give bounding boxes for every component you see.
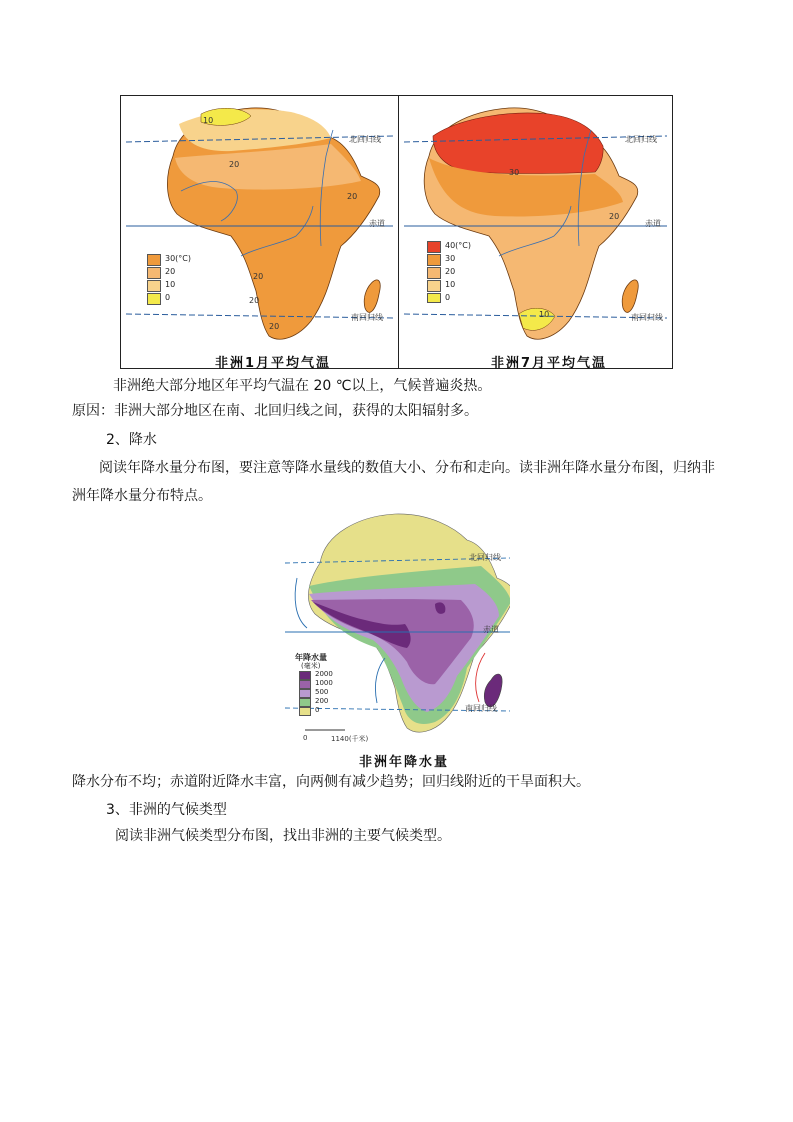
precipitation-map-title: 非洲年降水量 xyxy=(359,755,450,770)
july-map-title: 非洲7月平均气温 xyxy=(491,356,608,371)
paragraph-precipitation-summary: 降水分布不均；赤道附近降水丰富，向两侧有减少趋势；回归线附近的干旱面积大。 xyxy=(72,774,590,790)
tropic-south-label-jul: 南回归线 xyxy=(631,313,663,322)
equator-label-precip: 赤道 xyxy=(483,625,499,634)
isotherm-label: 20 xyxy=(249,296,260,305)
legend-label: 10 xyxy=(445,280,456,289)
ocean-current-arrow xyxy=(295,578,307,628)
paragraph-instructions-2: 洲年降水量分布特点。 xyxy=(72,488,212,504)
ocean-current-arrow xyxy=(476,653,485,702)
isotherm-label: 10 xyxy=(203,116,214,125)
legend-label: 20 xyxy=(445,267,456,276)
legend-label: 200 xyxy=(315,697,329,705)
precipitation-map-figure xyxy=(285,508,510,768)
legend-label: 0 xyxy=(315,706,320,714)
paragraph-instructions-1: 阅读年降水量分布图，要注意等降水量线的数值大小、分布和走向。读非洲年降水量分布图，归纳非 xyxy=(99,460,715,476)
legend-unit: (毫米) xyxy=(301,662,321,670)
january-temperature-map xyxy=(121,96,398,371)
scale-end-label: 1140(千米) xyxy=(331,735,369,743)
legend-label: 2000 xyxy=(315,670,333,678)
legend-swatch xyxy=(427,293,441,303)
precipitation-legend xyxy=(295,652,355,716)
isotherm-label: 30 xyxy=(509,168,520,177)
legend-swatch xyxy=(427,241,441,253)
january-map-title: 非洲1月平均气温 xyxy=(215,356,332,371)
legend-swatch xyxy=(147,293,161,305)
legend-swatch xyxy=(147,267,161,279)
madagascar-precip xyxy=(484,674,502,707)
tropic-south-label-jan: 南回归线 xyxy=(351,313,383,322)
legend-swatch xyxy=(147,254,161,266)
tropic-north-label-precip: 北回归线 xyxy=(469,553,501,562)
tropic-north-label-jan: 北回归线 xyxy=(349,135,381,144)
legend-title: 年降水量 xyxy=(295,653,327,662)
legend-swatch xyxy=(427,254,441,266)
heading-climate-types: 3、非洲的气候类型 xyxy=(106,802,227,818)
legend-swatch xyxy=(427,280,441,292)
legend-swatch xyxy=(427,267,441,279)
july-legend xyxy=(427,241,497,304)
isotherm-label: 20 xyxy=(347,192,358,201)
legend-label: 30 xyxy=(445,254,456,263)
legend-label: 30(°C) xyxy=(165,254,192,263)
ocean-current-arrow xyxy=(375,658,385,703)
january-legend xyxy=(147,254,217,304)
paragraph-climate-instructions: 阅读非洲气候类型分布图，找出非洲的主要气候类型。 xyxy=(115,828,451,844)
legend-swatch xyxy=(299,698,311,707)
legend-label: 10 xyxy=(165,280,176,289)
equator-label-jul: 赤道 xyxy=(645,219,661,228)
legend-swatch xyxy=(299,671,311,680)
legend-swatch xyxy=(147,280,161,292)
heading-precipitation: 2、降水 xyxy=(106,432,157,448)
temperature-maps-figure xyxy=(120,95,673,369)
isotherm-label: 10 xyxy=(539,310,550,319)
july-temperature-map xyxy=(399,96,672,371)
paragraph-reason: 原因：非洲大部分地区在南、北回归线之间，获得的太阳辐射多。 xyxy=(72,403,478,419)
legend-swatch xyxy=(299,689,311,698)
legend-label: 1000 xyxy=(315,679,333,687)
legend-swatch xyxy=(299,707,311,716)
legend-label: 40(°C) xyxy=(445,241,472,250)
isotherm-label: 20 xyxy=(609,212,620,221)
madagascar-jan xyxy=(364,280,380,313)
legend-label: 500 xyxy=(315,688,329,696)
legend-swatch xyxy=(299,680,311,689)
isotherm-label: 20 xyxy=(269,322,280,331)
tropic-south-label-precip: 南回归线 xyxy=(465,704,497,713)
paragraph-temperature: 非洲绝大部分地区年平均气温在 20 ℃以上，气候普遍炎热。 xyxy=(113,378,492,394)
legend-label: 0 xyxy=(445,293,451,302)
isotherm-label: 20 xyxy=(253,272,264,281)
tropic-north-label-jul: 北回归线 xyxy=(625,135,657,144)
legend-label: 20 xyxy=(165,267,176,276)
equator-label-jan: 赤道 xyxy=(369,219,385,228)
isotherm-label: 20 xyxy=(229,160,240,169)
legend-label: 0 xyxy=(165,293,171,302)
scale-start-label: 0 xyxy=(303,734,308,742)
madagascar-jul xyxy=(622,280,638,313)
